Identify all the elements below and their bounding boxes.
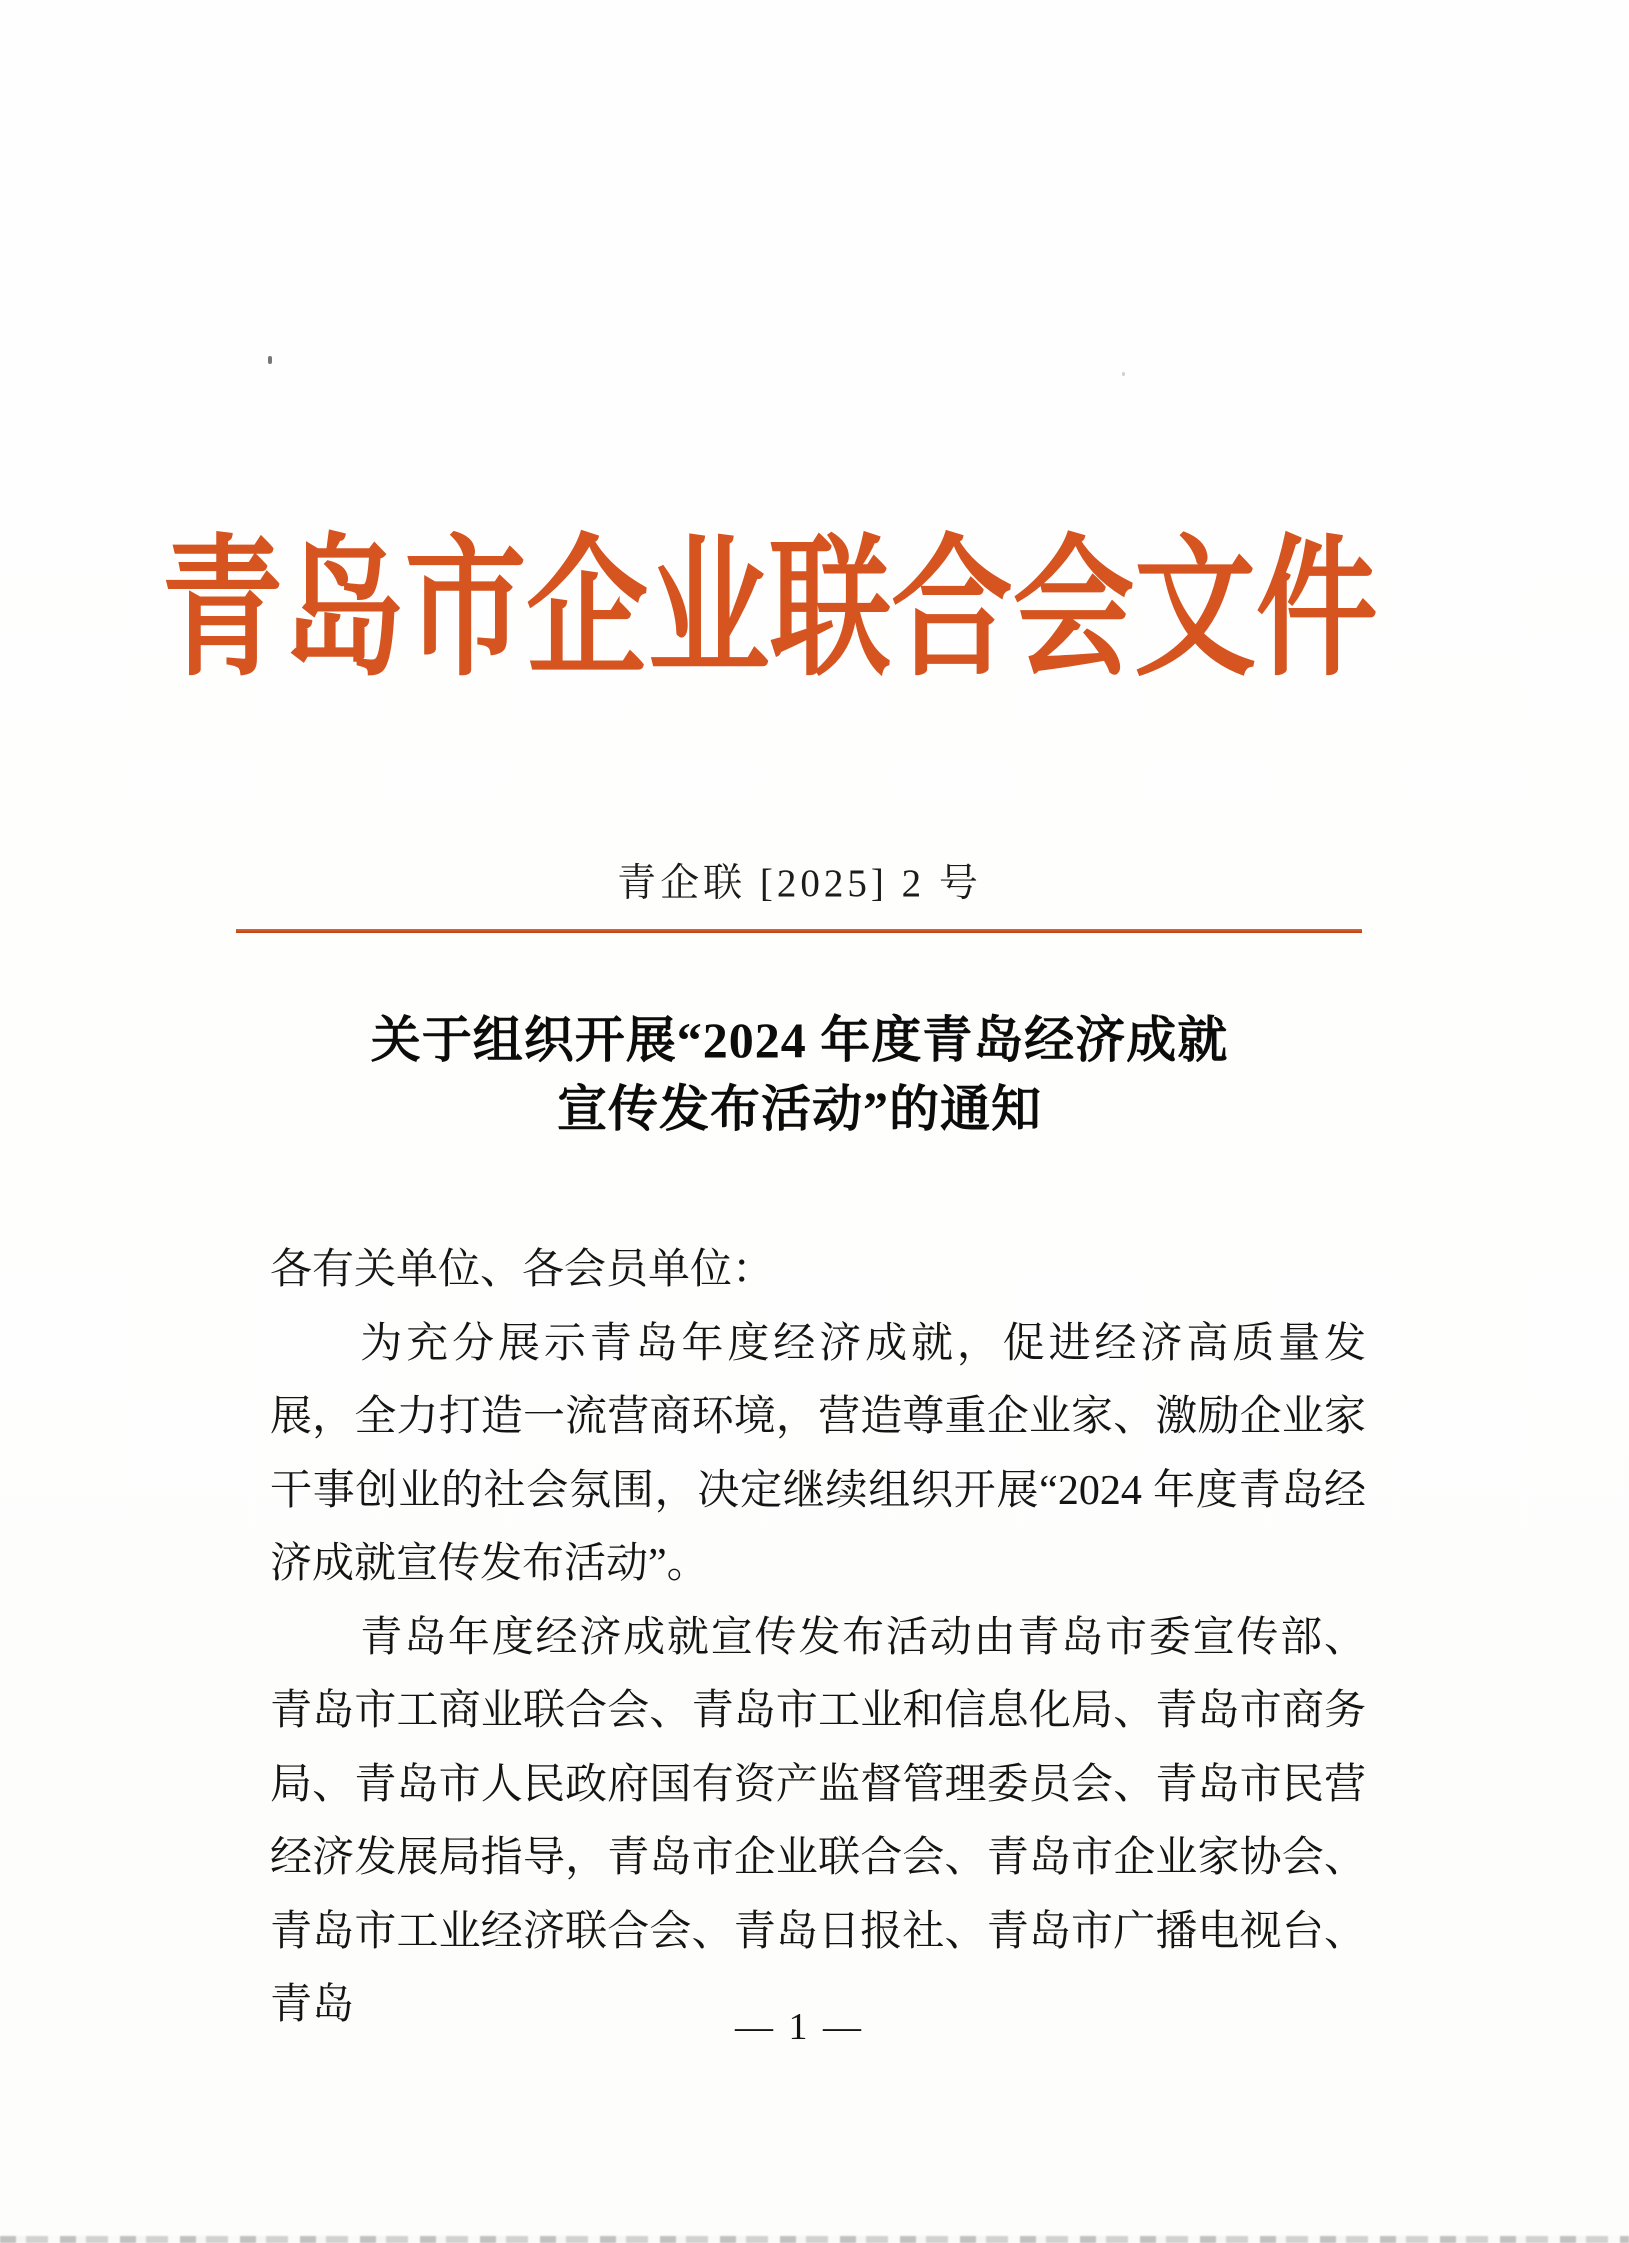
document-number: 青企联 [2025] 2 号 xyxy=(617,862,982,905)
body-paragraph-1: 为充分展示青岛年度经济成就，促进经济高质量发展，全力打造一流营商环境，营造尊重企业家、激励企业家干事创业的社会氛围，决定继续组织开展“2024 年度青岛经济成就宣传发布活动”。 xyxy=(270,1320,1366,1587)
heading-line-1: 关于组织开展“2024 年度青岛经济成就 xyxy=(370,1012,1229,1068)
scan-speck xyxy=(1122,372,1125,376)
red-header-title: 青岛市企业联合会文件 xyxy=(161,526,1378,694)
body-paragraph-2: 青岛年度经济成就宣传发布活动由青岛市委宣传部、青岛市工商业联合会、青岛市工业和信息化局、青岛市商务局、青岛市人民政府国有资产监督管理委员会、青岛市民营经济发展局指导，青岛市企业联合会、青岛市企业家协会、青岛市工业经济联合会、青岛日报社、青岛市广播电视台、青岛 xyxy=(270,1614,1366,2028)
heading-line-2: 宣传发布活动”的通知 xyxy=(557,1081,1042,1137)
salutation: 各有关单位、各会员单位： xyxy=(270,1247,775,1293)
page-number: — 1 — xyxy=(735,2006,864,2048)
scan-edge-artifact xyxy=(0,2236,1629,2243)
document-heading xyxy=(0,1006,1614,1144)
document-body xyxy=(270,1234,1366,2043)
red-separator-line xyxy=(236,929,1362,933)
scan-speck xyxy=(268,356,272,364)
